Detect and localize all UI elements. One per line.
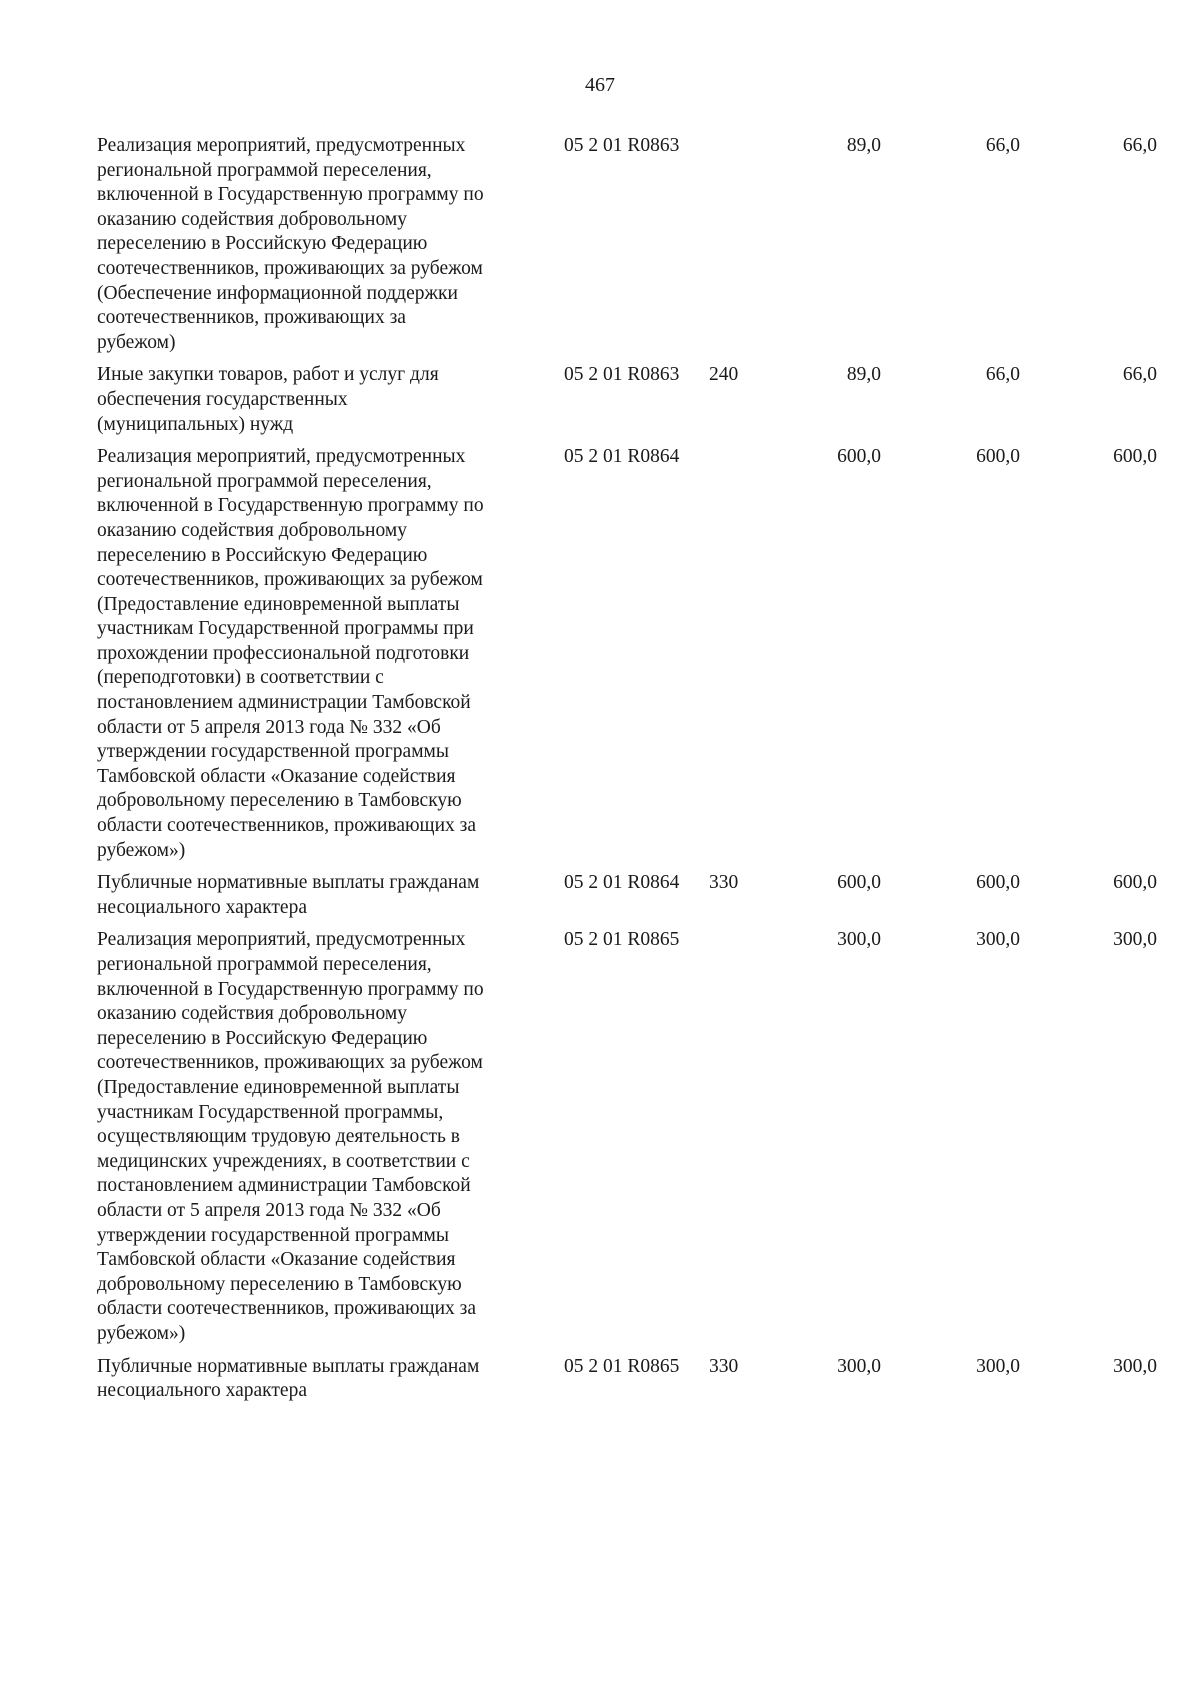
table-row [97,871,1167,920]
row-expense-type: 330 [709,1355,739,1377]
row-amount-2: 66,0 [985,364,1020,386]
row-amount-2: 66,0 [985,135,1020,156]
row-code: 05 2 01 R0863 [564,135,680,156]
table-row [97,134,1167,355]
row-amount-3: 66,0 [1122,364,1157,386]
row-amount-3: 600,0 [1113,872,1157,894]
table-row [97,363,1167,437]
row-description: Публичные нормативные выплаты гражданам несоциального характера [97,1355,480,1402]
row-amount-3: 300,0 [1113,929,1157,951]
row-code: 05 2 01 R0864 [564,872,680,894]
page-number: 467 [585,74,615,96]
row-code: 05 2 01 R0864 [564,446,680,468]
row-amount-1: 300,0 [837,929,881,951]
table-row [97,445,1167,863]
row-expense-type: 240 [709,364,739,386]
row-amount-3: 600,0 [1113,446,1157,468]
row-amount-1: 89,0 [846,364,881,386]
row-amount-3: 300,0 [1113,1355,1157,1377]
row-amount-1: 600,0 [837,446,881,468]
row-amount-1: 89,0 [846,135,881,156]
row-expense-type: 330 [709,872,739,894]
budget-table [97,134,1167,1412]
table-row [97,1355,1167,1404]
row-description: Реализация мероприятий, предусмотренных региональной программой переселения, включенной в Государственную программу по оказанию содействия добровольному переселению в Российскую Федерацию соотечественников, проживающих за рубежом (Обеспечение информационной поддержки соотечественников, проживающих за рубежом) [97,135,484,353]
row-amount-1: 600,0 [837,872,881,894]
row-description: Реализация мероприятий, предусмотренных региональной программой переселения, включенной в Государственную программу по оказанию содействия добровольному переселению в Российскую Федерацию соотечественников, проживающих за рубежом (Предоставление единовременной выплаты участникам Государственной программы при прохождении профессиональной подготовки (переподготовки) в соответствии с постановлением администрации Тамбовской области от 5 апреля 2013 года № 332 «Об утверждении государственной программы Тамбовской области «Оказание содействия добровольному переселению в Тамбовскую области соотечественников, проживающих за рубежом») [97,446,484,861]
table-row [97,928,1167,1346]
row-description: Иные закупки товаров, работ и услуг для обеспечения государственных (муниципальных) нужд [97,364,439,435]
row-amount-2: 300,0 [976,1355,1020,1377]
row-code: 05 2 01 R0865 [564,929,680,951]
row-amount-2: 600,0 [976,872,1020,894]
row-description: Реализация мероприятий, предусмотренных региональной программой переселения, включенной в Государственную программу по оказанию содействия добровольному переселению в Российскую Федерацию соотечественников, проживающих за рубежом (Предоставление единовременной выплаты участникам Государственной программы, осуществляющим трудовую деятельность в медицинских учреждениях, в соответствии с постановлением администрации Тамбовской области от 5 апреля 2013 года № 332 «Об утверждении государственной программы Тамбовской области «Оказание содействия добровольному переселению в Тамбовскую области соотечественников, проживающих за рубежом») [97,929,484,1344]
row-amount-1: 300,0 [837,1355,881,1377]
row-amount-2: 600,0 [976,446,1020,468]
row-code: 05 2 01 R0865 [564,1355,680,1377]
row-amount-2: 300,0 [976,929,1020,951]
row-amount-3: 66,0 [1122,135,1157,156]
row-code: 05 2 01 R0863 [564,364,680,386]
row-description: Публичные нормативные выплаты гражданам несоциального характера [97,872,480,918]
